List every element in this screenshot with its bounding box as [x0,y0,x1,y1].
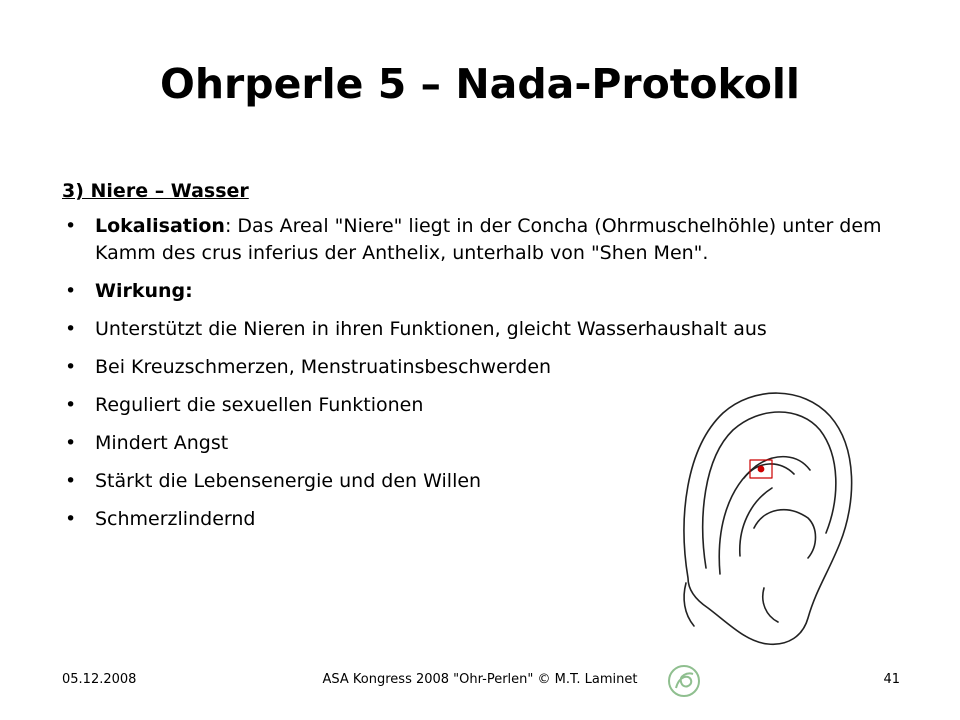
bullet-text: Reguliert die sexuellen Funktionen [95,393,424,416]
bullet-item [62,316,892,343]
bullet-localisation [62,213,892,267]
asa-logo-icon [667,664,701,698]
bullet-wirkung [62,278,892,305]
bullet-text: Bei Kreuzschmerzen, Menstruatinsbeschwerden [95,355,552,378]
ear-figure [668,378,862,656]
slide-title: Ohrperle 5 – Nada-Protokoll [159,60,800,108]
bullet-text: Stärkt die Lebensenergie und den Willen [95,469,482,492]
footer-credit: ASA Kongress 2008 "Ohr-Perlen" © M.T. Laminet [322,672,638,687]
footer-date: 05.12.2008 [62,672,137,687]
bullet-bold: Lokalisation [95,214,225,237]
bullet-text: Schmerzlindernd [95,507,256,530]
bullet-text: : Das Areal "Niere" liegt in der Concha (Ohrmuschelhöhle) unter dem Kamm des crus inferius der Anthelix, unterhalb von "Shen Men". [95,214,882,264]
bullet-bold: Wirkung: [95,279,193,302]
section-heading: 3) Niere – Wasser [62,180,249,202]
bullet-text: Unterstützt die Nieren in ihren Funktionen, gleicht Wasserhaushalt aus [95,317,767,340]
kidney-point-icon [758,466,763,471]
page-number: 41 [883,672,900,687]
bullet-item [62,354,892,381]
ear-drawing-icon [668,378,862,656]
bullet-text: Mindert Angst [95,431,229,454]
